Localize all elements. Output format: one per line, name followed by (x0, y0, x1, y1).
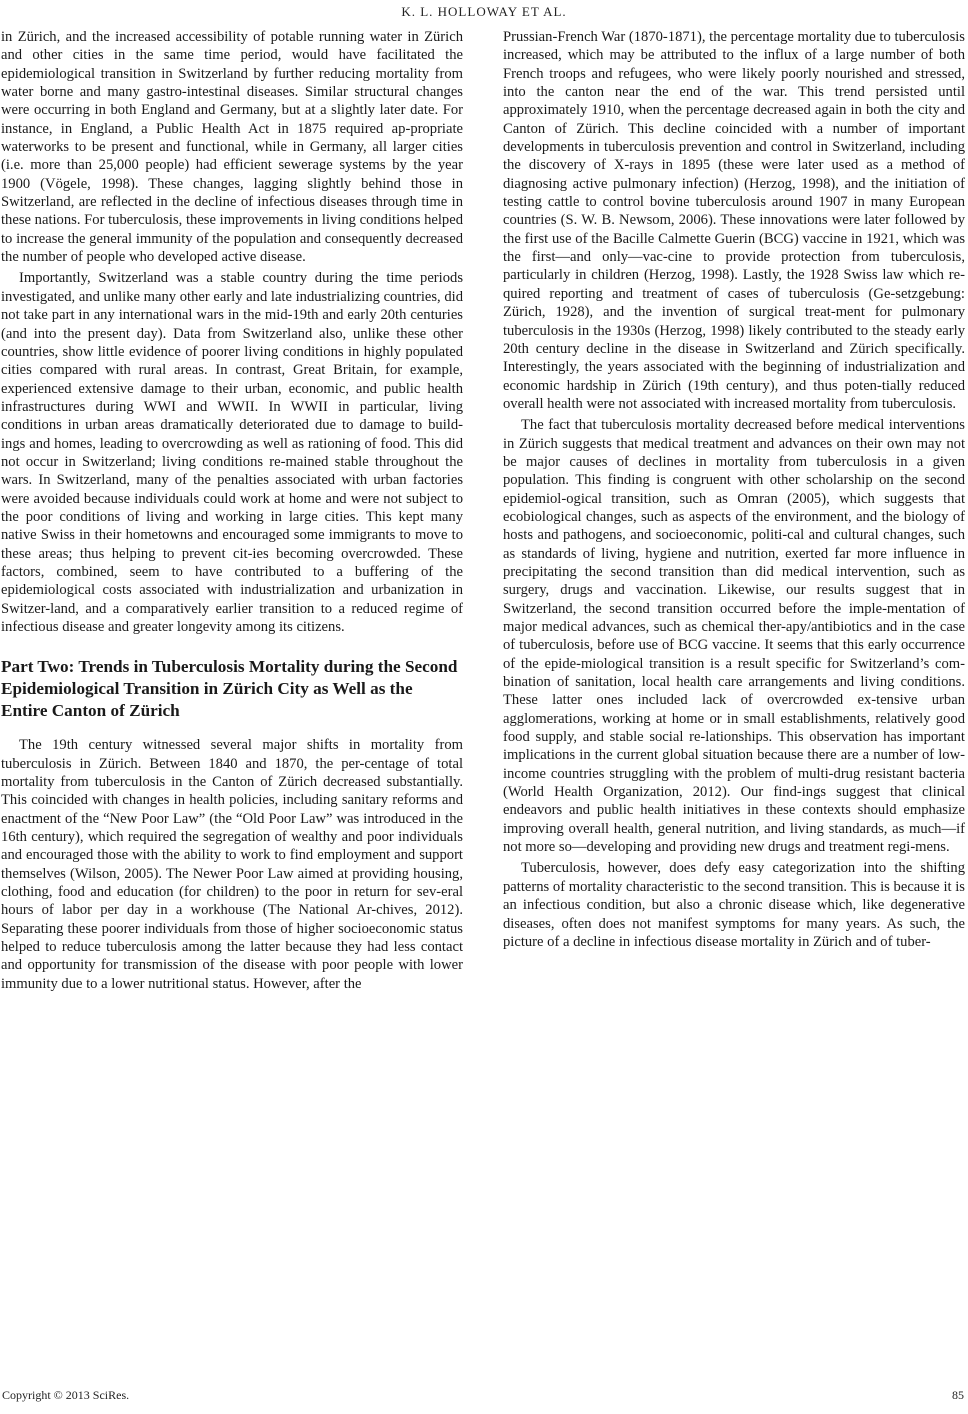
body-paragraph: The fact that tuberculosis mortality decreased before medical interventions in Zürich suggests that medical treatment and advances on their own may not be major causes of declines in mortality from tuberculosis in a given population. This finding is congruent with other scholarship on the second epidemiol-ogical transition, such as Omran (2005), which suggests that ecobiological changes, such as aspects of the environment, and the biology of hosts and pathogens, and socioeconomic, politi-cal and cultural changes, such as standards of living, hygiene and nutrition, exerted far more influence in precipitating the second transition than did medical intervention, such as surgery, drugs and vaccination. Likewise, our results suggest that in Switzerland, the second transition occurred before the imple-mentation of major medical advances, such as chemical ther-apy/antibiotics and in the case of tuberculosis, before use of BCG vaccine. It seems that this early occurrence of the epide-miological transition is a result specific for Switzerland’s com-bination of sanitation, local health care arrangements and living conditions. These latter ones included lack of overcrowded ex-tensive urban agglomerations, working at home or in small establishments, relatively good food supply, and stable social re-lationships. This observation has important implications in the current global situation because there are a number of low-income countries struggling with the problem of multi-drug resistant bacteria (World Health Organization, 2012). Our find-ings suggest that clinical endeavors and public health initiatives in these contexts should emphasize improving overall health, general nutrition, and living standards, as much—if not more so—developing and providing new drugs and treatment regi-mens. (503, 417, 965, 856)
body-paragraph: in Zürich, and the increased accessibility of potable running water in Zürich and other cities in the same time period, would have facilitated the epidemiological transition in Switzerland by further reducing mortality from water borne and many gastro-intestinal diseases. Similar structural changes were occurring in both England and Germany, but at a slightly later date. For instance, in England, a Public Health Act in 1875 required ap-propriate waterworks to be present and functional, while in Germany, all larger cities (i.e. more than 25,000 people) had efficient sewerage systems by the year 1900 (Vögele, 1998). These changes, lagging slightly behind those in Switzerland, are reflected in the decline of infectious diseases through time in these nations. For tuberculosis, these improvements in living conditions helped to increase the general immunity of the population and consequently decreased the number of people who developed active disease. (1, 29, 463, 266)
page-number: 85 (952, 1388, 964, 1402)
body-paragraph: Tuberculosis, however, does defy easy categorization into the shifting patterns of mortality characteristic to the second transition. This is because it is an infectious condition, but also a chronic disease which, like degenerative diseases, often does not manifest symptoms for many years. As such, the picture of a decline in infectious disease mortality in Zürich and of tuber- (503, 860, 965, 950)
right-column (503, 28, 965, 1378)
copyright-notice: Copyright © 2013 SciRes. (2, 1388, 130, 1402)
running-head: K. L. HOLLOWAY ET AL. (401, 4, 567, 19)
body-paragraph: Prussian-French War (1870-1871), the percentage mortality due to tuberculosis increased, which may be attributed to the influx of a large number of both French troops and refugees, who were likely poorly nourished and stressed, into the canton near the end of the war. This trend persisted until approximately 1910, when the percentage decreased again in both the city and Canton of Zürich. This decline coincided with a number of important developments in tuberculosis prevention and control in Switzerland, including the discovery of X-rays in 1895 (these were later used as a method of diagnosing active pulmonary infection) (Herzog, 1998), and the initiation of testing cattle to control bovine tuberculosis around 1907 in many European countries (S. W. B. Newsom, 2006). These innovations were later followed by the first use of the Bacille Calmette Guerin (BCG) vaccine in 1921, which was the first—and only—vac-cine to provide protection from tuberculosis, particularly in children (Herzog, 1998). Lastly, the 1928 Swiss law which re-quired reporting and treatment of cases of tuberculosis (Ge-setzgebung: Zürich, 1928), and the invention of surgical treat-ment for pulmonary tuberculosis in the 1930s (Herzog, 1998) likely contributed to the steady early 20th century decline in the disease in Switzerland and Zürich specifically. Interestingly, the years associated with the beginning of industrialization and economic hardship in Zürich (19th century), and thus poten-tially reduced overall health were not associated with increased mortality from tuberculosis. (503, 29, 965, 412)
page-footer (0, 1388, 968, 1408)
body-paragraph: Importantly, Switzerland was a stable country during the time periods investigated, and unlike many other early and late industrializing countries, did not take part in any international wars in the mid-19th and early 20th centuries (and into the present day). Data from Switzerland also, unlike these other countries, show little evidence of poorer living conditions in highly populated cities compared with rural areas. In contrast, Great Britain, for example, experienced extensive damage to their urban, economic, and public health infrastructures during WWI and WWII. In WWII in particular, living conditions in urban areas dramatically deteriorated due to damage to build-ings and homes, leading to overcrowding as well as rationing of food. This did not occur in Switzerland; living conditions re-mained stable throughout the wars. In Switzerland, many of the penalties associated with urban factories were avoided because individuals could work at home and were not subject to the poor conditions of living and working in large cities. This kept many native Swiss in their hometowns and encouraged some immigrants to move to these areas; thus helping to prevent cit-ies becoming overcrowded. These factors, combined, seem to have contributed to a buffering of the epidemiological costs associated with industrialization and urbanization in Switzer-land, and a comparatively earlier transition to a reduced regime of infectious disease and greater longevity among its citizens. (1, 270, 463, 635)
left-column (1, 28, 463, 1378)
section-heading: Part Two: Trends in Tuberculosis Mortality during the Second Epidemiological Transition in Zürich City as Well as the Entire Canton of Zürich (1, 657, 458, 721)
body-paragraph: The 19th century witnessed several major shifts in mortality from tuberculosis in Zürich. Between 1840 and 1870, the per-centage of total mortality from tuberculosis in the Canton of Zürich decreased substantially. This coincided with changes in health policies, including sanitary reforms and enactment of the “New Poor Law” (the “Old Poor Law” was introduced in the 16th century), which required the segregation of wealthy and poor individuals and encouraged those with the ability to work to find employment and support themselves (Wilson, 2005). The Newer Poor Law aimed at providing housing, clothing, food and education (for children) to the poor in return for sev-eral hours of labor per day in a workhouse (The National Ar-chives, 2012). Separating these poorer individuals from those of higher socioeconomic status helped to reduce tuberculosis among the latter because they had less contact and opportunity for transmission of the disease with poor people with lower immunity due to a lower nutritional status. However, after the (1, 737, 463, 992)
